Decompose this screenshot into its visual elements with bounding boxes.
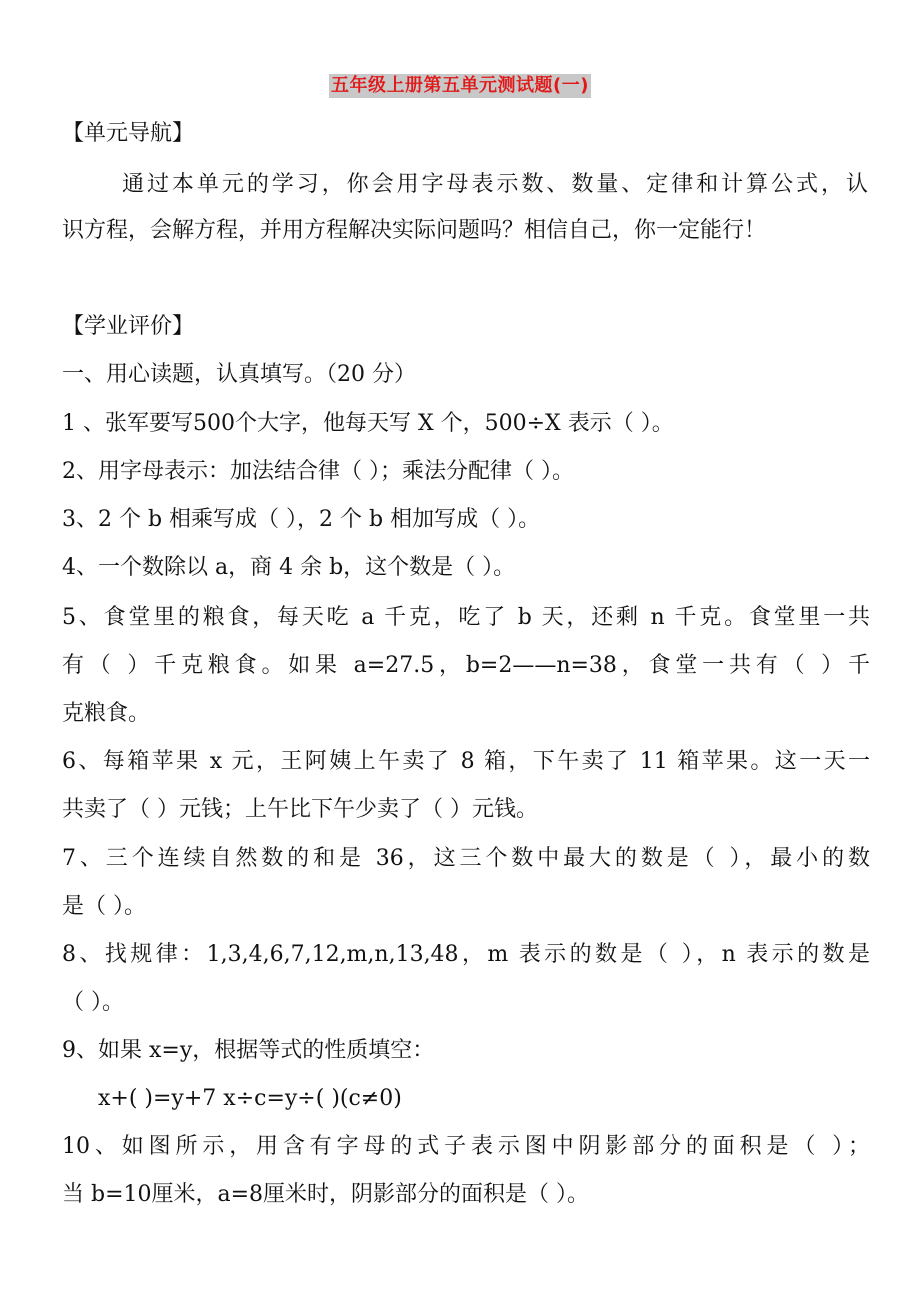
section-academic-evaluation: 【学业评价】 — [62, 314, 195, 339]
document-title: 五年级上册第五单元测试题(一) — [331, 75, 589, 96]
section-unit-navigation: 【单元导航】 — [62, 121, 195, 146]
part-one-heading: 一、用心读题，认真填写。（20 分） — [62, 362, 416, 387]
question-7-line-1: 7、三个连续自然数的和是 36，这三个数中最大的数是（ ），最小的数 — [62, 846, 870, 871]
title-wrapper — [0, 74, 920, 98]
question-2: 2、用字母表示：加法结合律（ ）；乘法分配律（ ）。 — [62, 459, 574, 484]
question-3: 3、2 个 b 相乘写成（ ），2 个 b 相加写成（ ）。 — [62, 507, 541, 532]
question-1: 1 、张军要写500个大字，他每天写 X 个，500÷X 表示（ ）。 — [62, 411, 674, 436]
question-9-equations: x+( )=y+7 x÷c=y÷( )(c≠0) — [98, 1086, 402, 1111]
question-5-line-3: 克粮食。 — [62, 701, 151, 726]
question-6-line-2: 共卖了（ ）元钱；上午比下午少卖了（ ）元钱。 — [62, 797, 538, 822]
question-5-line-2: 有（ ）千克粮食。如果 a=27.5，b=2——n=38，食堂一共有（ ）千 — [62, 653, 870, 678]
question-9-line-1: 9、如果 x=y，根据等式的性质填空： — [62, 1038, 435, 1063]
question-4: 4、一个数除以 a，商 4 余 b，这个数是（ ）。 — [62, 555, 516, 580]
question-5-line-1: 5、食堂里的粮食，每天吃 a 千克，吃了 b 天，还剩 n 千克。食堂里一共 — [62, 605, 870, 630]
question-10-line-2: 当 b=10厘米，a=8厘米时，阴影部分的面积是（ ）。 — [62, 1182, 590, 1207]
question-7-line-2: 是（ ）。 — [62, 894, 146, 919]
intro-line-2: 识方程，会解方程，并用方程解决实际问题吗？相信自己，你一定能行！ — [62, 218, 767, 243]
question-8-line-2: （ ）。 — [62, 990, 124, 1015]
question-6-line-1: 6、每箱苹果 x 元，王阿姨上午卖了 8 箱，下午卖了 11 箱苹果。这一天一 — [62, 749, 870, 774]
question-8-line-1: 8、找规律：1,3,4,6,7,12,m,n,13,48，m 表示的数是（ ），n 表示的数是 — [62, 942, 870, 967]
intro-line-1: 通过本单元的学习，你会用字母表示数、数量、定律和计算公式，认 — [122, 172, 868, 197]
question-10-line-1: 10、如图所示，用含有字母的式子表示图中阴影部分的面积是（ ）； — [62, 1134, 870, 1159]
